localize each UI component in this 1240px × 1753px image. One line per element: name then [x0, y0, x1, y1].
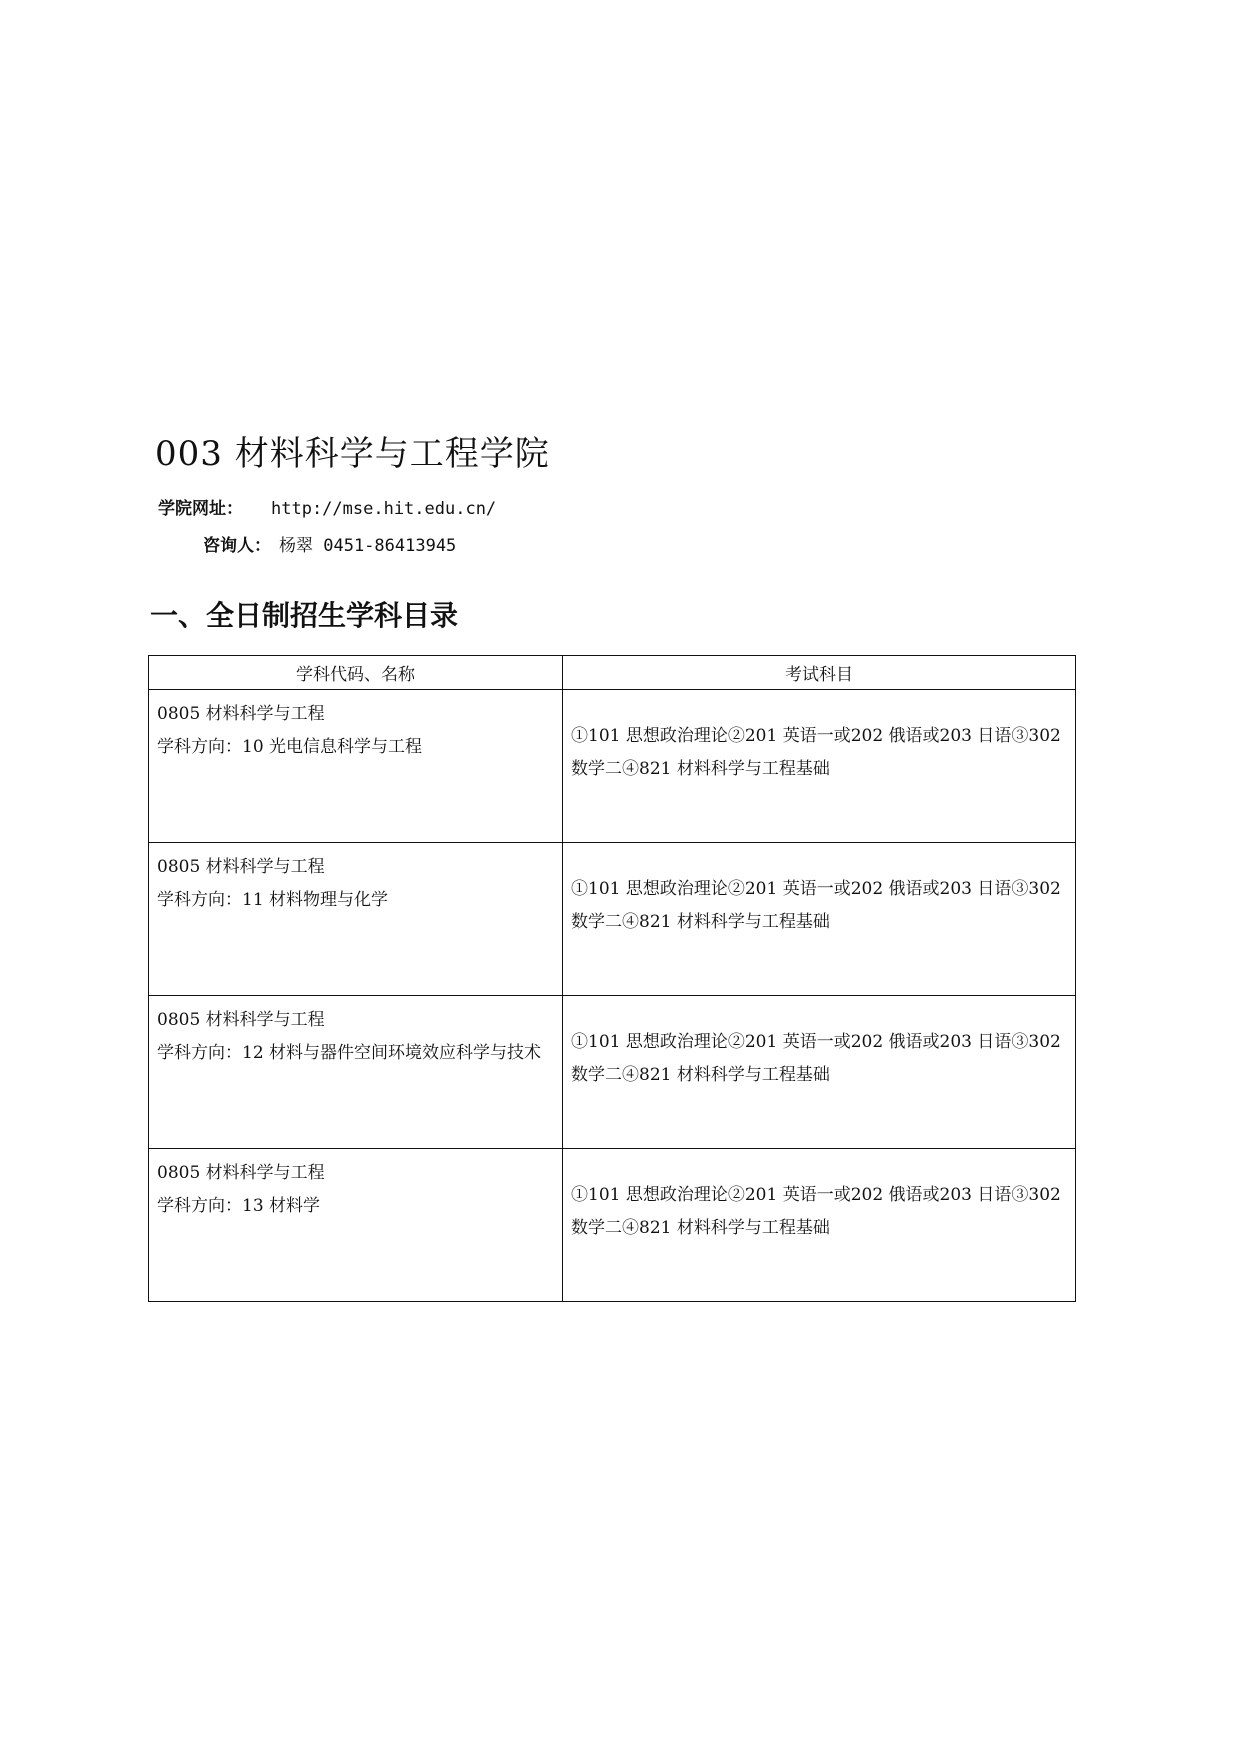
- exam-cell: [563, 996, 1076, 1149]
- exam-cell: [563, 1149, 1076, 1302]
- table-row: [149, 690, 1076, 843]
- website-row: [158, 496, 496, 522]
- header-subject: 学科代码、名称: [149, 656, 563, 690]
- subject-code: 0805 材料科学与工程: [157, 1010, 325, 1030]
- table-row: [149, 1149, 1076, 1302]
- exam-cell: [563, 843, 1076, 996]
- header-exam: 考试科目: [563, 656, 1076, 690]
- subject-cell: [149, 690, 563, 843]
- subject-cell: [149, 996, 563, 1149]
- contact-label: 咨询人：: [203, 536, 271, 556]
- table-row: [149, 843, 1076, 996]
- subject-direction: 学科方向：10 光电信息科学与工程: [157, 737, 423, 757]
- subject-direction: 学科方向：13 材料学: [157, 1196, 321, 1216]
- contact-row: [203, 533, 456, 559]
- website-label: 学院网址：: [158, 499, 243, 519]
- subject-catalog-table: [148, 655, 1076, 1302]
- section-heading: 一、全日制招生学科目录: [150, 599, 459, 632]
- subject-direction: 学科方向：12 材料与器件空间环境效应科学与技术: [157, 1043, 542, 1063]
- table-row: [149, 996, 1076, 1149]
- subject-code: 0805 材料科学与工程: [157, 704, 325, 724]
- exam-subjects: ①101 思想政治理论②201 英语一或202 俄语或203 日语③302 数学二④821 材料科学与工程基础: [571, 726, 1061, 779]
- subject-cell: [149, 1149, 563, 1302]
- subject-direction: 学科方向：11 材料物理与化学: [157, 890, 389, 910]
- exam-subjects: ①101 思想政治理论②201 英语一或202 俄语或203 日语③302 数学二④821 材料科学与工程基础: [571, 879, 1061, 932]
- exam-subjects: ①101 思想政治理论②201 英语一或202 俄语或203 日语③302 数学二④821 材料科学与工程基础: [571, 1032, 1061, 1085]
- subject-cell: [149, 843, 563, 996]
- exam-cell: [563, 690, 1076, 843]
- subject-code: 0805 材料科学与工程: [157, 1163, 325, 1183]
- college-title: 003 材料科学与工程学院: [155, 434, 550, 474]
- contact-value: 杨翠 0451-86413945: [279, 536, 457, 556]
- website-link[interactable]: http://mse.hit.edu.cn/: [271, 499, 497, 519]
- exam-subjects: ①101 思想政治理论②201 英语一或202 俄语或203 日语③302 数学二④821 材料科学与工程基础: [571, 1185, 1061, 1238]
- subject-code: 0805 材料科学与工程: [157, 857, 325, 877]
- table-header-row: [149, 656, 1076, 690]
